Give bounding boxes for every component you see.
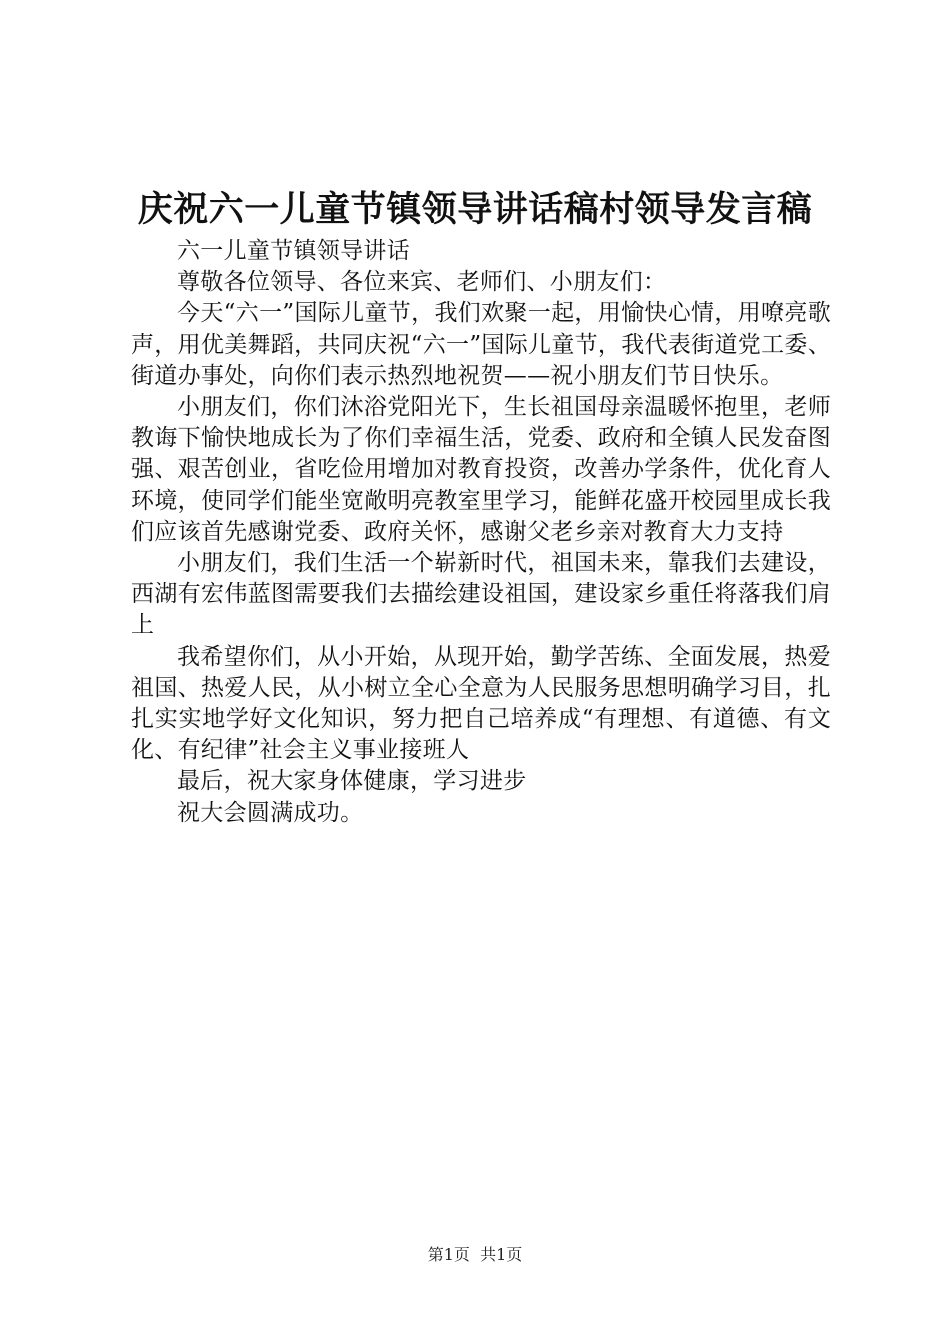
paragraph: 小朋友们，我们生活一个崭新时代，祖国未来，靠我们去建设，西湖有宏伟蓝图需要我们去描绘建设祖国，建设家乡重任将落我们肩上: [131, 550, 831, 639]
paragraph-heading: 六一儿童节镇领导讲话: [177, 238, 410, 264]
document-title: 庆祝六一儿童节镇领导讲话稿村领导发言稿: [137, 189, 813, 230]
paragraph-closing: 最后，祝大家身体健康，学习进步: [177, 768, 527, 795]
page-number: 第1页 共1页: [427, 1245, 523, 1264]
page-footer: [0, 1244, 950, 1266]
paragraph-closing: 祝大会圆满成功。: [177, 799, 364, 826]
document-body: [131, 236, 831, 829]
paragraph: 我希望你们，从小开始，从现开始，勤学苦练、全面发展，热爱祖国、热爱人民，从小树立全心全意为人民服务思想明确学习目，扎扎实实地学好文化知识，努力把自己培养成“有理想、有道德、有文化、有纪律”社会主义事业接班人: [131, 643, 831, 764]
paragraph: 小朋友们，你们沐浴党阳光下，生长祖国母亲温暖怀抱里，老师教诲下愉快地成长为了你们幸福生活，党委、政府和全镇人民发奋图强、艰苦创业，省吃俭用增加对教育投资，改善办学条件，优化育人环境，使同学们能坐宽敞明亮教室里学习，能鲜花盛开校园里成长我们应该首先感谢党委、政府关怀，感谢父老乡亲对教育大力支持: [131, 394, 831, 545]
paragraph-salutation: 尊敬各位领导、各位来宾、老师们、小朋友们：: [177, 269, 667, 296]
paragraph: 今天“六一”国际儿童节，我们欢聚一起，用愉快心情，用嘹亮歌声，用优美舞蹈，共同庆祝“六一”国际儿童节，我代表街道党工委、街道办事处，向你们表示热烈地祝贺——祝小朋友们节日快乐。: [131, 300, 831, 389]
